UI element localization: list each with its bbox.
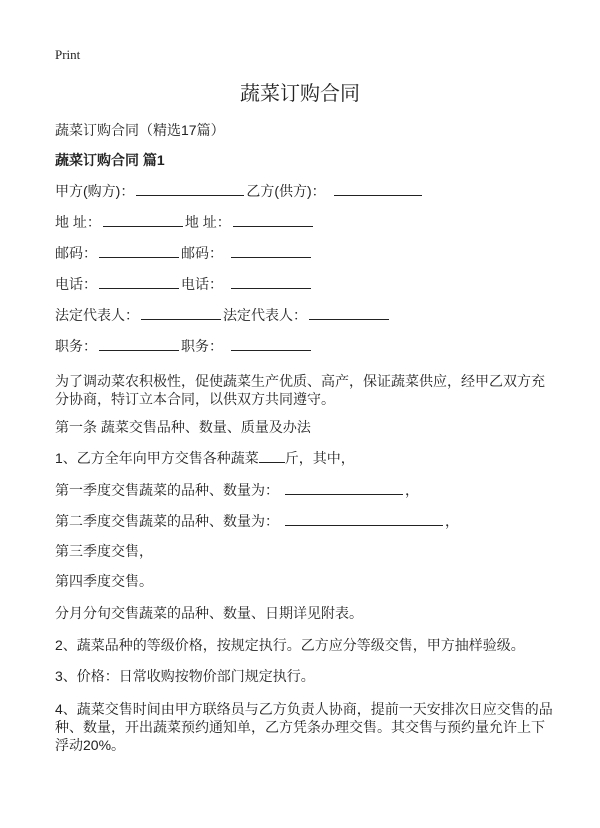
- quarter-1-blank: [285, 482, 403, 495]
- address-a-label: 地 址：: [55, 214, 101, 230]
- quarter-1-row: [55, 482, 419, 498]
- item-4: 4、蔬菜交售时间由甲方联络员与乙方负责人协商，提前一天安排次日应交售的品种、数量，开出蔬菜预约通知单，乙方凭条办理交售。其交售与预约量允许上下浮动20%。: [55, 701, 553, 753]
- title-a-blank: [99, 338, 179, 351]
- postcode-b-blank: [231, 245, 311, 258]
- item-1-suffix: 斤，其中，: [284, 450, 355, 466]
- address-a-blank: [103, 214, 183, 227]
- phone-b-label: 电话：: [181, 276, 223, 292]
- phone-a-blank: [99, 276, 179, 289]
- postcode-a-blank: [99, 245, 179, 258]
- document-subtitle: 蔬菜订购合同（精选17篇）: [55, 122, 225, 138]
- print-link[interactable]: Print: [55, 47, 81, 62]
- item-2: 2、蔬菜品种的等级价格，按规定执行。乙方应分等级交售，甲方抽样验级。: [55, 637, 525, 653]
- position-row: [55, 338, 313, 354]
- party-a-blank: [136, 183, 244, 196]
- quarter-3-row: 第三季度交售，: [55, 543, 153, 559]
- title-b-blank: [231, 338, 311, 351]
- phone-row: [55, 276, 313, 292]
- quarter-1-end: ，: [405, 482, 419, 498]
- item-1-text: 1、乙方全年向甲方交售各种蔬菜: [55, 450, 259, 466]
- address-b-label: 地 址：: [184, 214, 231, 230]
- rep-a-label: 法定代表人：: [55, 307, 139, 323]
- phone-a-label: 电话：: [55, 276, 97, 292]
- intro-paragraph: 为了调动菜农积极性，促使蔬菜生产优质、高产，保证蔬菜供应，经甲乙双方充分协商，特订立本合同，以供双方共同遵守。: [55, 373, 545, 407]
- document-title: 蔬菜订购合同: [240, 83, 360, 105]
- monthly-schedule: 分月分旬交售蔬菜的品种、数量、日期详见附表。: [55, 605, 363, 621]
- rep-a-blank: [141, 307, 221, 320]
- quarter-2-blank: [285, 513, 443, 526]
- item-1: [55, 450, 355, 466]
- rep-b-blank: [309, 307, 389, 320]
- party-b-label: 乙方(供方)：: [246, 183, 326, 199]
- title-b-label: 职务：: [181, 338, 223, 354]
- phone-b-blank: [231, 276, 311, 289]
- quantity-blank: [259, 450, 285, 463]
- party-b-blank: [334, 183, 422, 196]
- party-a-label: 甲方(购方)：: [55, 183, 135, 199]
- section-heading: 蔬菜订购合同 篇1: [55, 152, 165, 168]
- title-a-label: 职务：: [55, 338, 97, 354]
- quarter-2-row: [55, 513, 459, 529]
- quarter-2-label: 第二季度交售蔬菜的品种、数量为：: [55, 513, 279, 529]
- item-3: 3、价格：日常收购按物价部门规定执行。: [55, 668, 315, 684]
- quarter-2-end: ，: [445, 513, 459, 529]
- postcode-a-label: 邮码：: [55, 245, 97, 261]
- quarter-1-label: 第一季度交售蔬菜的品种、数量为：: [55, 482, 279, 498]
- rep-b-label: 法定代表人：: [223, 307, 307, 323]
- representative-row: [55, 307, 391, 323]
- article-1-heading: 第一条 蔬菜交售品种、数量、质量及办法: [55, 419, 311, 435]
- quarter-4-row: 第四季度交售。: [55, 573, 153, 589]
- party-row: [55, 183, 424, 199]
- address-b-blank: [233, 214, 313, 227]
- postcode-row: [55, 245, 313, 261]
- address-row: [55, 214, 315, 230]
- postcode-b-label: 邮码：: [181, 245, 223, 261]
